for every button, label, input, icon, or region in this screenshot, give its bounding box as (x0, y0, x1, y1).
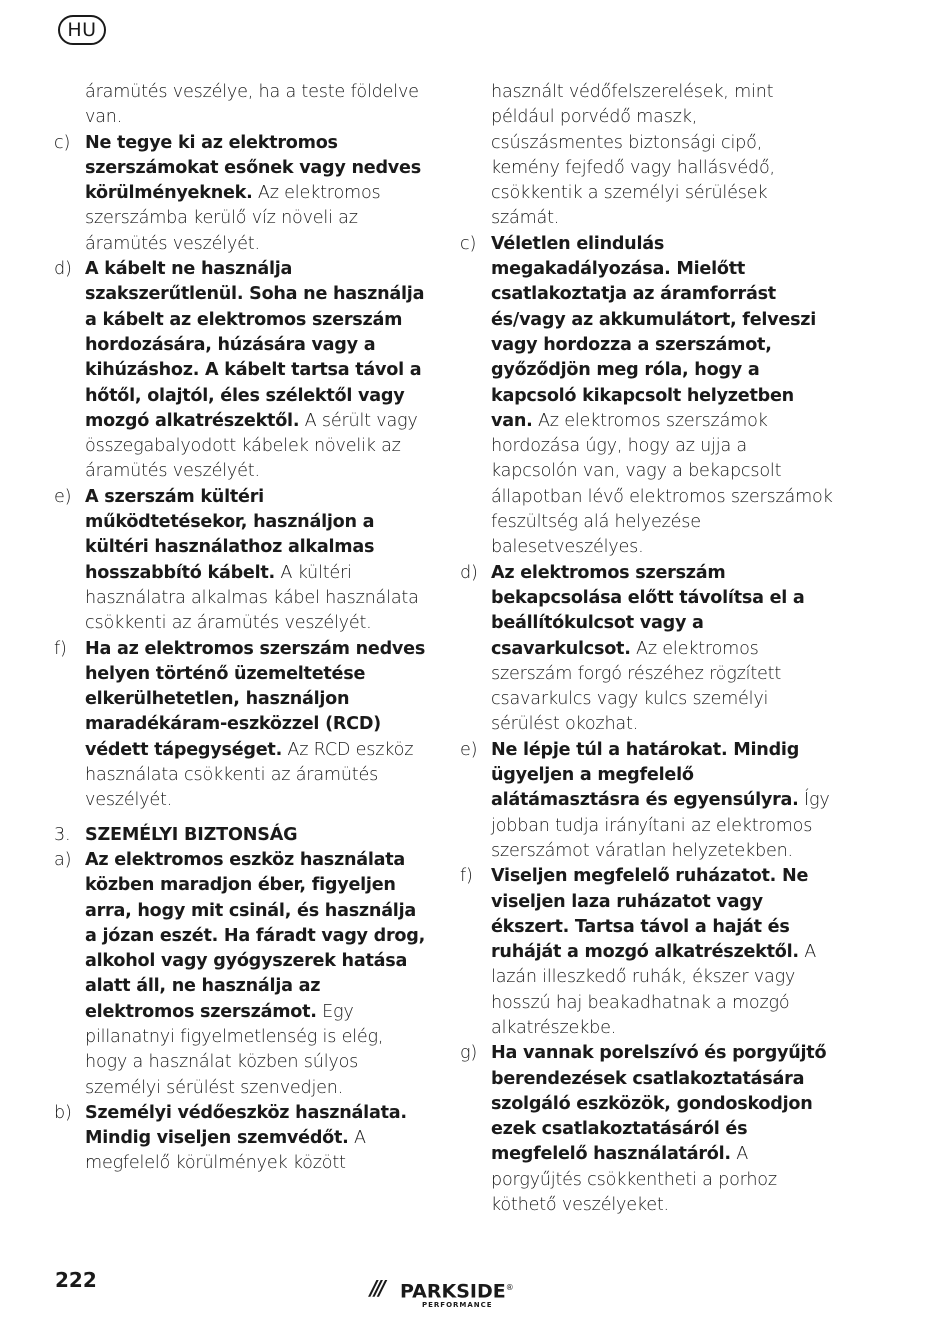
section-title: SZEMÉLYI BIZTONSÁG (85, 824, 298, 845)
list-marker: d) (54, 259, 72, 280)
item-bold-text: Viseljen megfelelő ruházatot. Ne viseljen laza ruházatot vagy ékszert. Tartsa távol a haját és ruháját a mozgó alkatrészektől. (491, 866, 809, 963)
list-marker: b) (54, 1102, 72, 1123)
list-item-g (460, 1041, 834, 1218)
list-item-d (460, 561, 834, 738)
list-item-e (54, 485, 426, 637)
logo-registered-mark: ® (505, 1283, 514, 1292)
list-item-b (54, 1101, 426, 1177)
item-bold-text: A szerszám kültéri működtetésekor, használjon a kültéri használathoz alkalmas hosszabbító kábelt. (85, 486, 375, 583)
section-number: 3. (54, 824, 71, 845)
list-marker: a) (54, 849, 72, 870)
item-text: A sérült vagy összegabalyodott kábelek növelik az áramütés veszélyét. (85, 410, 418, 482)
list-item-c (460, 232, 834, 561)
item-bold-text: Véletlen elindulás megakadályozása. Mielőtt csatlakoztatja az áramforrást és/vagy az akkumulátort, felveszi vagy hordozza a szerszámot, győződjön meg róla, hogy a kapcsoló kikapcsolt helyzetben van. (491, 233, 817, 431)
item-text: A kültéri használatra alkalmas kábel használata csökkenti az áramütés veszélyét. (85, 562, 419, 634)
list-item-d (54, 257, 426, 485)
list-marker: f) (54, 638, 67, 659)
left-column (54, 80, 426, 1177)
language-badge: HU (58, 15, 106, 45)
item-text: Az elektromos szerszámba kerülő víz növeli az áramütés veszélyét. (85, 183, 381, 254)
list-item-f (54, 637, 426, 814)
item-bold-text: A kábelt ne használja szakszerűtlenül. Soha ne használja a kábelt az elektromos szerszám hordozására, húzására vagy a kihúzáshoz. A kábelt tartsa távol a hőtől, olajtól, éles szélektől vagy mozgó alkatrészektől. (85, 259, 425, 431)
page-number: 222 (55, 1268, 97, 1292)
item-text: Az RCD eszköz használata csökkenti az áramütés veszélyét. (85, 739, 414, 811)
item-bold-text: Ne lépje túl a határokat. Mindig ügyeljen a megfelelő alátámasztásra és egyensúlyra. (491, 739, 800, 811)
paragraph-continuation: áramütés veszélye, ha a teste földelve van. (85, 82, 419, 128)
list-marker: c) (460, 233, 477, 254)
list-item-f (460, 864, 834, 1041)
item-text: Egy pillanatnyi figyelmetlenség is elég, hogy a használat közben súlyos személyi sérülést szenvedjen. (85, 1001, 384, 1098)
list-item-a (54, 848, 426, 1101)
item-text: Az elektromos szerszámok hordozása úgy, hogy az ujja a kapcsolón van, vagy a bekapcsolt állapotban lévő elektromos szerszámok feszültség alá helyezése balesetveszélyes. (491, 410, 833, 558)
list-marker: d) (460, 562, 478, 583)
paragraph-continuation: használt védőfelszerelések, mint például porvédő maszk, csúszásmentes biztonsági cipő, kemény fejfedő vagy hallásvédő, csökkentik a személyi sérülések számát. (491, 82, 775, 229)
right-column (460, 80, 834, 1218)
logo-slashes-icon: /// (370, 1276, 383, 1300)
item-text: A porgyűjtés csökkentheti a porhoz köthető veszélyeket. (491, 1144, 777, 1216)
item-text: A megfelelő körülmények között (85, 1128, 366, 1174)
list-item-e (460, 738, 834, 864)
item-text: Így jobban tudja irányítani az elektromos szerszámot váratlan helyzetekben. (491, 790, 830, 861)
logo-subtitle: PERFORMANCE (422, 1301, 493, 1309)
logo-brand-text: PARKSIDE (400, 1280, 506, 1303)
list-marker: e) (460, 739, 478, 760)
item-bold-text: Személyi védőeszköz használata. Mindig viseljen szemvédőt. (85, 1102, 407, 1149)
list-marker: e) (54, 486, 72, 507)
item-bold-text: Az elektromos szerszám bekapcsolása előtt távolítsa el a beállítókulcsot vagy a csavarkulcsot. (491, 562, 805, 659)
item-text: Az elektromos szerszám forgó részéhez rögzített csavarkulcs vagy kulcs személyi sérülést okozhat. (491, 638, 782, 735)
list-marker: c) (54, 132, 71, 153)
parkside-logo (370, 1276, 520, 1312)
item-text: A lazán illeszkedő ruhák, ékszer vagy hosszú haj beakadhatnak a mozgó alkatrészekbe. (491, 942, 817, 1038)
section-heading (54, 823, 426, 848)
item-bold-text: Az elektromos eszköz használata közben maradjon éber, figyeljen arra, hogy mit csinál, és használja a józan eszét. Ha fáradt vagy drog, alkohol vagy gyógyszerek hatása alatt áll, ne használja az elektromos szerszámot. (85, 849, 426, 1022)
item-bold-text: Ha vannak porelszívó és porgyűjtő berendezések csatlakoztatására szolgáló eszközök, gondoskodjon ezek csatlakoztatásáról és megfelelő használatáról. (491, 1043, 827, 1165)
list-item-c (54, 131, 426, 257)
list-marker: f) (460, 866, 473, 887)
item-bold-text: Ne tegye ki az elektromos szerszámokat esőnek vagy nedves körülményeknek. (85, 132, 421, 204)
item-bold-text: Ha az elektromos szerszám nedves helyen történő üzemeltetése elkerülhetetlen, használjon maradékáram-eszközzel (RCD) védett tápegységet. (85, 638, 426, 760)
list-marker: g) (460, 1043, 478, 1064)
